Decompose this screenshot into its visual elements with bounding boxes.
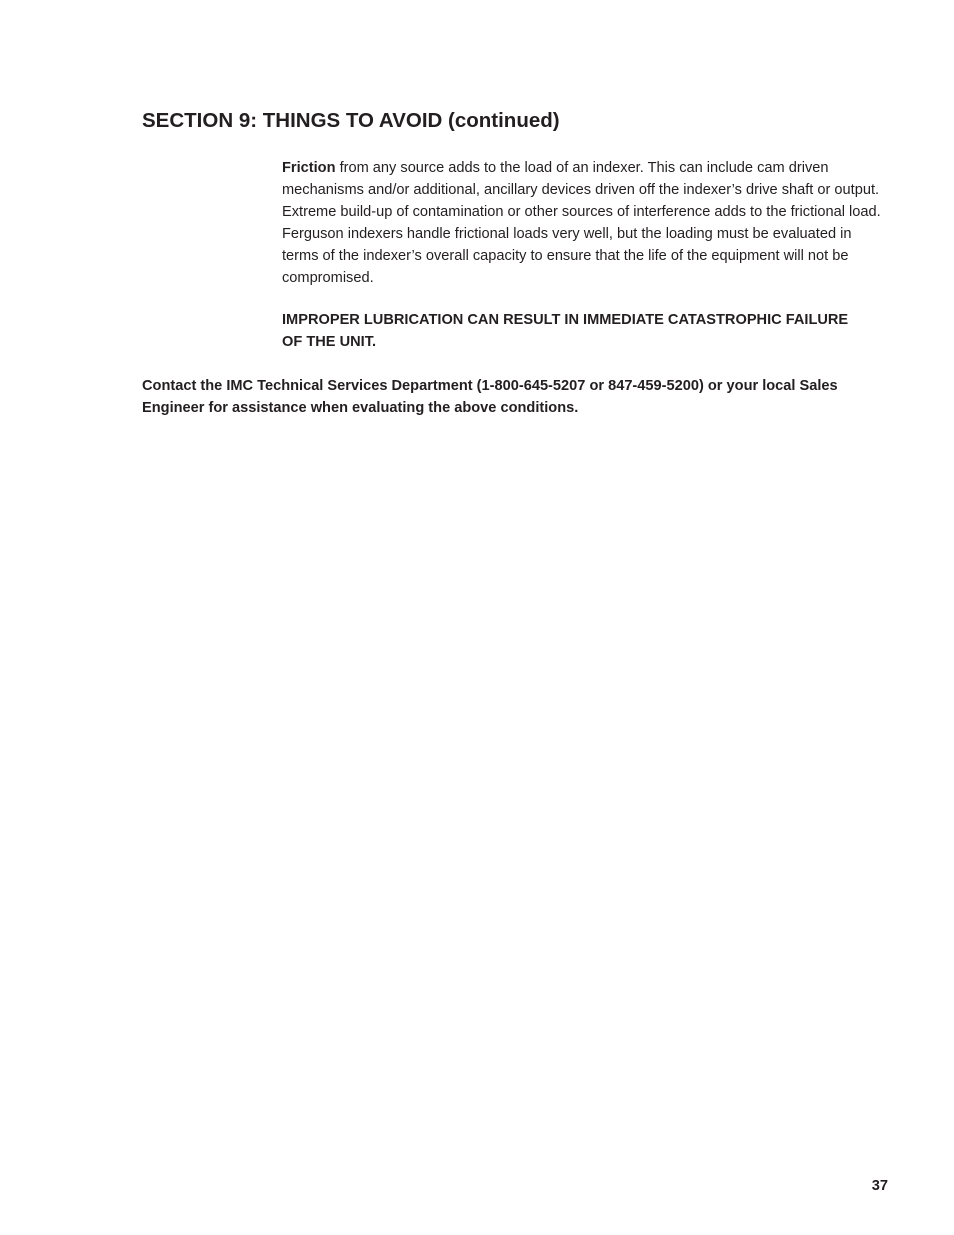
lubrication-warning: IMPROPER LUBRICATION CAN RESULT IN IMMEDIATE CATASTROPHIC FAILURE OF THE UNIT. bbox=[282, 312, 849, 350]
friction-body-text: from any source adds to the load of an indexer. This can include cam driven mechanisms and/or additional, ancillary devices driven off the indexer’s drive shaft or output. Extreme build-up of contamination or other sources of interference adds to the frictional load. Ferguson indexers handle frictional loads very well, but the loading must be evaluated in terms of the indexer’s overall capacity to ensure that the life of the equipment will not be compromised. bbox=[282, 160, 881, 286]
friction-paragraph bbox=[282, 158, 882, 289]
friction-lead-term: Friction bbox=[282, 160, 336, 176]
page-number: 37 bbox=[871, 1178, 888, 1194]
section-title: SECTION 9: THINGS TO AVOID (continued) bbox=[142, 109, 560, 132]
contact-notice: Contact the IMC Technical Services Department (1-800-645-5207 or 847-459-5200) or your local Sales Engineer for assistance when evaluating the above conditions. bbox=[142, 378, 838, 416]
